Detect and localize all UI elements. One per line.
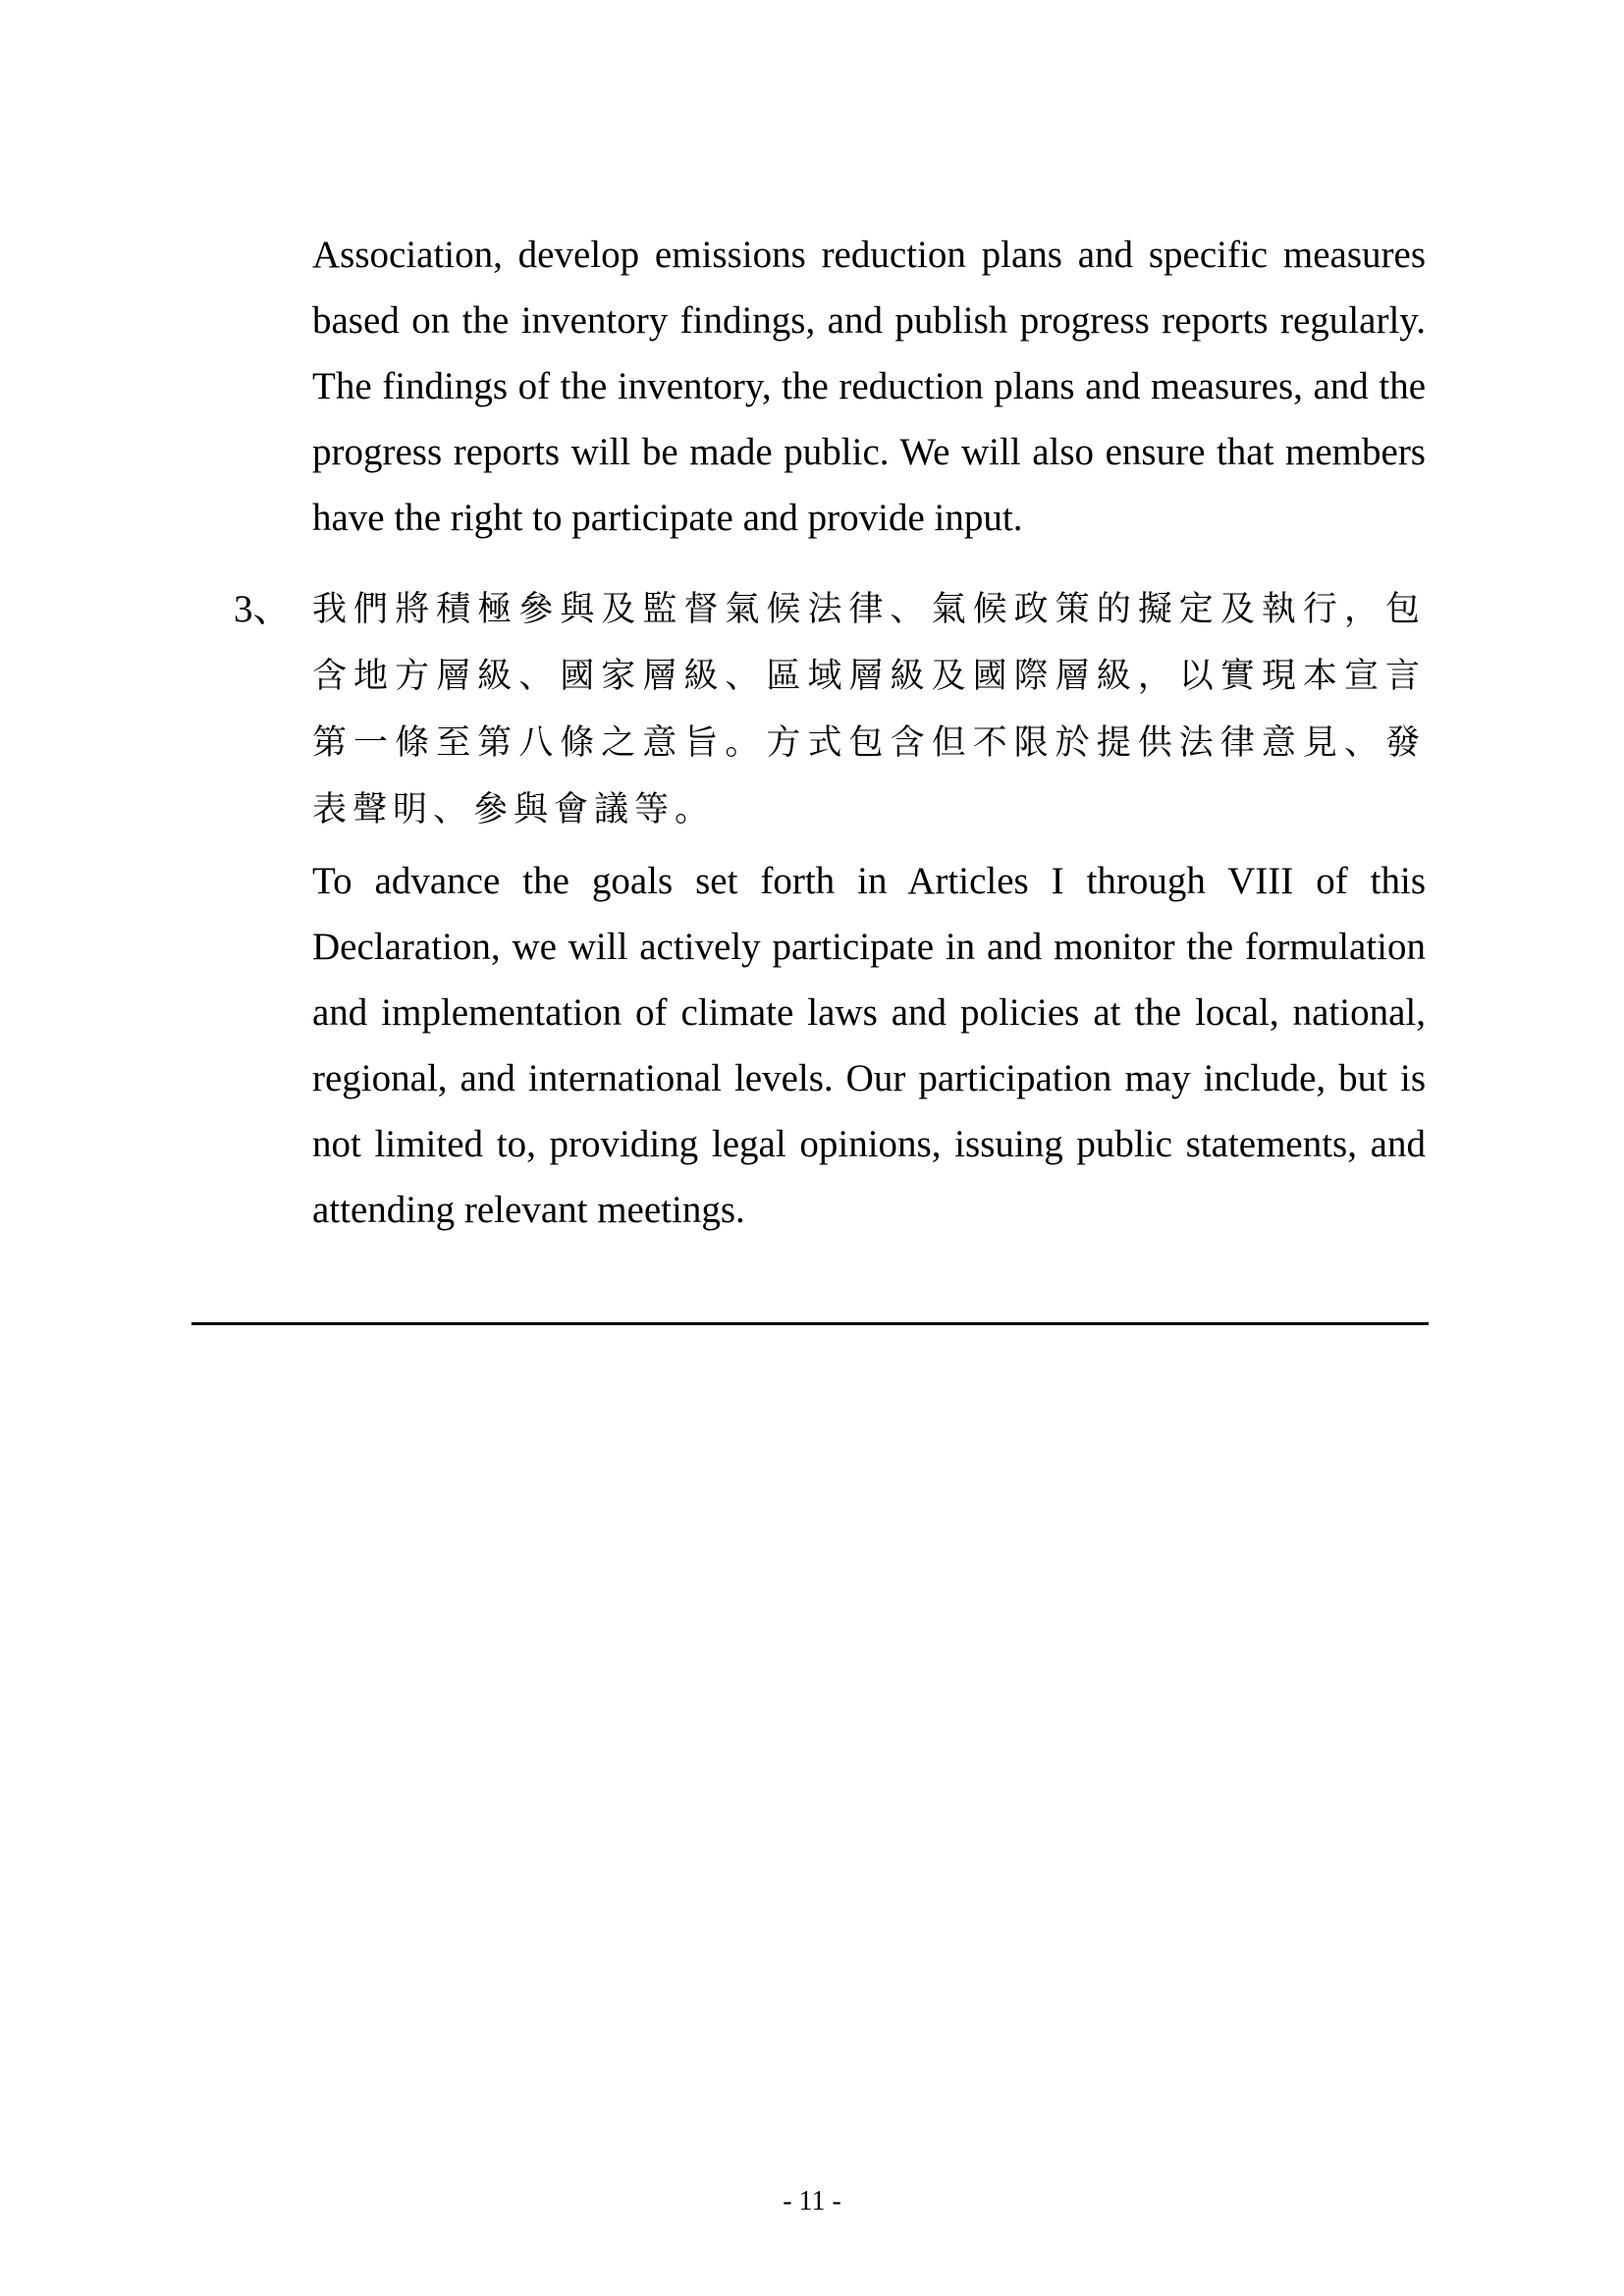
continuation-paragraph: Association, develop emissions reduction plans and specific measures based on the inventory findings, and publish progress reports regularly. The findings of the inventory, the reduction plans and measures, and the progress reports will be made public. We will also ensure that members have the right to participate and provide input. <box>312 234 1426 539</box>
item-number: 3、 <box>234 588 292 630</box>
page-number: - 11 - <box>783 2186 841 2216</box>
item-english-text: To advance the goals set forth in Articles I through VIII of this Declaration, we will actively participate in and monitor the formulation and implementation of climate laws and policies at the local, national, regional, and international levels. Our participation may include, but is not limited to, providing legal opinions, issuing public statements, and attending relevant meetings. <box>312 860 1426 1231</box>
item-chinese-text: 我們將積極參與及監督氣候法律、氣候政策的擬定及執行，包含地方層級、國家層級、區域層級及國際層級，以實現本宣言第一條至第八條之意旨。方式包含但不限於提供法律意見、發表聲明、參與會議等。 <box>312 590 1426 829</box>
horizontal-divider <box>191 1322 1429 1325</box>
